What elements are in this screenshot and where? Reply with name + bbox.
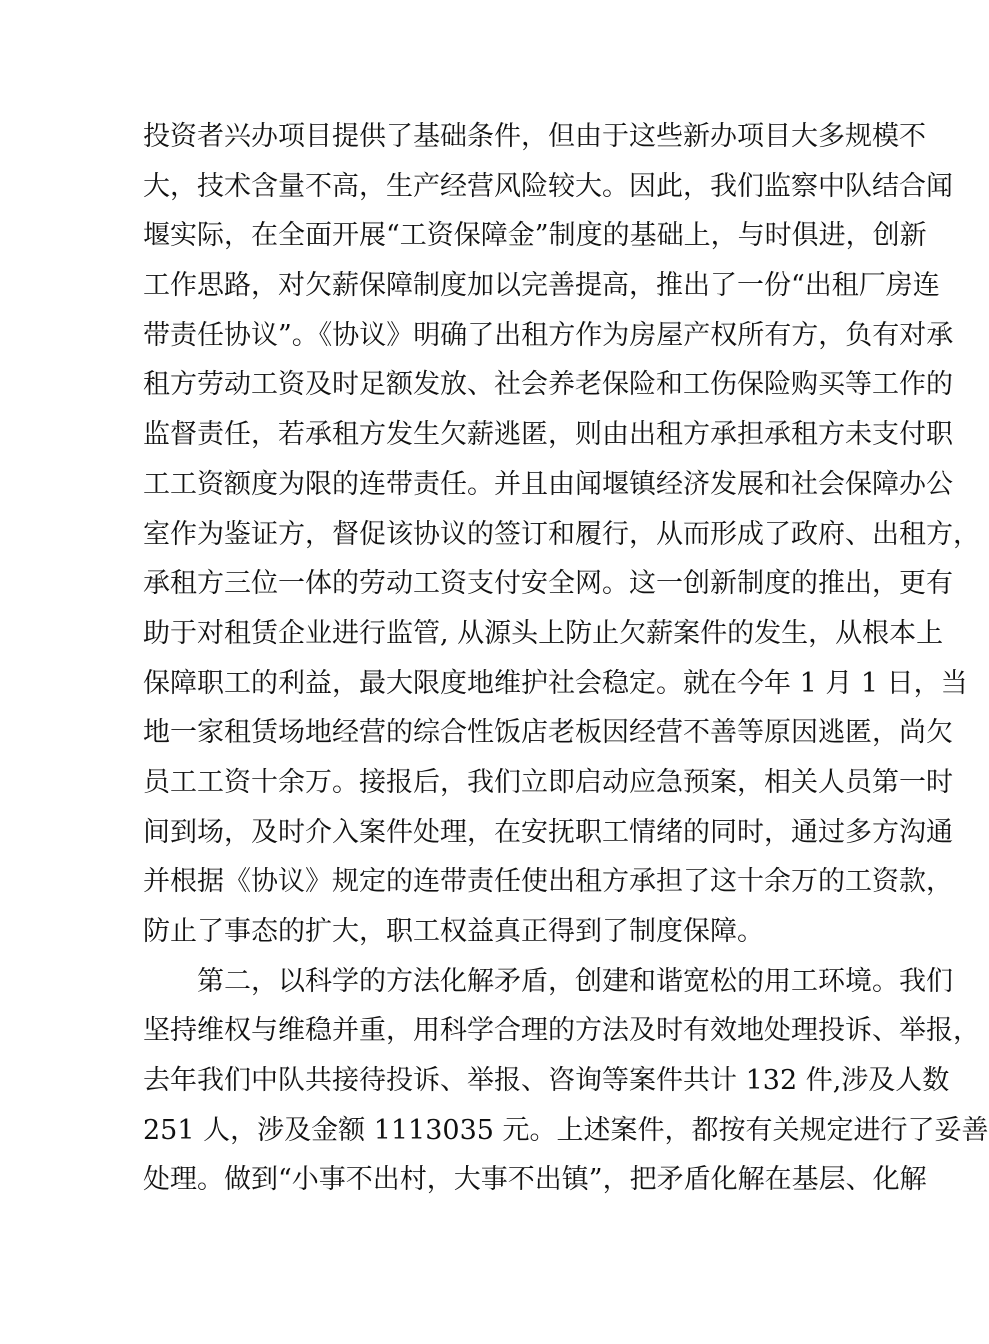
text-line: 投资者兴办项目提供了基础条件，但由于这些新办项目大多规模不 [143, 121, 926, 152]
text-line: 间到场，及时介入案件处理，在安抚职工情绪的同时，通过多方沟通 [143, 816, 953, 848]
text-line: 坚持维权与维稳并重，用科学合理的方法及时有效地处理投诉、举报， [143, 1015, 980, 1047]
text-line: 地一家租赁场地经营的综合性饭店老板因经营不善等原因逃匿，尚欠 [143, 717, 953, 749]
text-line: 承租方三位一体的劳动工资支付安全网。这一创新制度的推出，更有 [143, 568, 953, 600]
body-text [143, 112, 989, 1205]
paragraph-start-line: 第二，以科学的方法化解矛盾，创建和谐宽松的用工环境。我们 [197, 965, 953, 997]
text-line: 工作思路，对欠薪保障制度加以完善提高，推出了一份“出租厂房连 [143, 270, 940, 302]
text-line: 堰实际，在全面开展“工资保障金”制度的基础上，与时俱进，创新 [143, 220, 927, 252]
text-line: 监督责任，若承租方发生欠薪逃匿，则由出租方承担承租方未支付职 [143, 419, 953, 451]
text-line: 租方劳动工资及时足额发放、社会养老保险和工伤保险购买等工作的 [143, 369, 953, 401]
text-line: 助于对租赁企业进行监管, 从源头上防止欠薪案件的发生，从根本上 [143, 617, 944, 649]
text-line: 工工资额度为限的连带责任。并且由闻堰镇经济发展和社会保障办公 [143, 468, 953, 500]
text-line: 去年我们中队共接待投诉、举报、咨询等案件共计 132 件,涉及人数 [143, 1065, 950, 1097]
paragraph-end-line: 防止了事态的扩大，职工权益真正得到了制度保障。 [143, 916, 764, 947]
text-line: 处理。做到“小事不出村，大事不出镇”，把矛盾化解在基层、化解 [143, 1164, 927, 1196]
text-line: 大，技术含量不高，生产经营风险较大。因此，我们监察中队结合闻 [143, 170, 953, 202]
text-line: 保障职工的利益，最大限度地维护社会稳定。就在今年 1 月 1 日，当 [143, 667, 968, 699]
text-line: 带责任协议”。《协议》明确了出租方作为房屋产权所有方，负有对承 [143, 319, 954, 351]
text-line: 251 人，涉及金额 1113035 元。上述案件，都按有关规定进行了妥善 [143, 1114, 989, 1146]
text-line: 并根据《协议》规定的连带责任使出租方承担了这十余万的工资款， [143, 866, 953, 898]
text-line: 室作为鉴证方，督促该协议的签订和履行，从而形成了政府、出租方， [143, 518, 980, 550]
text-line: 员工工资十余万。接报后，我们立即启动应急预案，相关人员第一时 [143, 766, 953, 798]
